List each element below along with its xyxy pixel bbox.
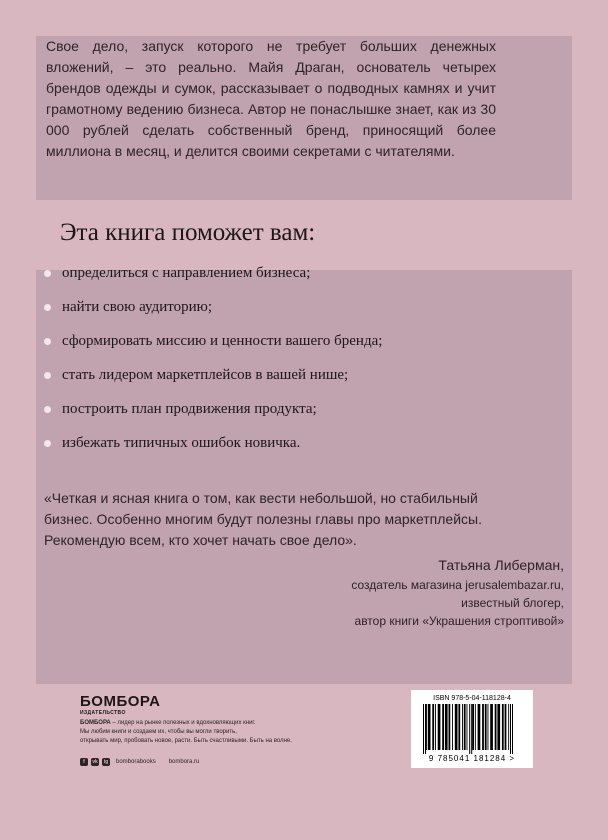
publisher-name: БОМБОРА: [80, 720, 111, 726]
publisher-description: [80, 719, 320, 746]
quote-author-role: создатель магазина jerusalembazar.ru,: [351, 578, 564, 592]
bullet-icon: [44, 372, 51, 379]
quote-author-role: автор книги «Украшения строптивой»: [354, 614, 564, 628]
barcode-bar: [445, 704, 448, 750]
barcode-bar: [488, 704, 489, 750]
publisher-description-line: открывать мир, пробовать новое, расти. Быть счастливыми. Быть на волне.: [80, 738, 292, 744]
list-item-text: найти свою аудиторию;: [62, 299, 213, 315]
barcode-bar: [505, 704, 507, 750]
annotation-text: Свое дело, запуск которого не требует больших денежных вложений, – это реально. Майя Драган, основатель четырех брендов одежды и сумок, рассказывает о подводных камнях и учит грамотному ведению бизнеса. Автор не понаслышке знает, как из 30 000 рублей сделать собственный бренд, приносящий более миллиона в месяц, и делится своими секретами с читателями.: [46, 38, 496, 159]
barcode-bar: [497, 704, 500, 750]
vk-icon: vk: [92, 759, 98, 765]
benefits-list: [44, 262, 514, 466]
facebook-icon: f: [80, 758, 88, 766]
list-item-text: стать лидером маркетплейсов в вашей нише;: [62, 367, 349, 383]
barcode-bar: [425, 704, 426, 754]
publisher-description-rest: – лидер на рынке полезных и вдохновляющих книг.: [110, 720, 256, 726]
barcode-bar: [464, 704, 466, 750]
barcode-bar: [471, 704, 472, 754]
barcode-bar: [485, 704, 487, 750]
social-handle: bomborabooks: [116, 759, 156, 765]
barcode-bar: [467, 704, 468, 750]
list-item-text: сформировать миссию и ценности вашего бренда;: [62, 333, 383, 349]
barcode-bar: [512, 704, 513, 754]
barcode-bar: [475, 704, 476, 750]
bullet-icon: [44, 406, 51, 413]
publisher-socials: [80, 757, 199, 767]
barcode-bar: [423, 704, 424, 754]
barcode-bar: [426, 704, 427, 750]
barcode-bar: [458, 704, 460, 750]
barcode: [421, 704, 523, 754]
publisher-description-line: Мы любим книги и создаем их, чтобы вы могли творить,: [80, 729, 237, 735]
isbn-label: ISBN 978-5-04-118128-4: [433, 695, 511, 702]
bullet-icon: [44, 270, 51, 277]
list-item-text: определиться с направлением бизнеса;: [62, 265, 311, 281]
list-item-text: избежать типичных ошибок новичка.: [62, 435, 301, 451]
list-item: [44, 398, 514, 432]
barcode-bar: [432, 704, 434, 750]
barcode-bar: [495, 704, 497, 750]
benefits-title: Эта книга поможет вам:: [60, 219, 316, 246]
publisher-logo: БОМБОРА: [80, 693, 161, 710]
list-item: [44, 432, 514, 466]
bullet-icon: [44, 304, 51, 311]
barcode-bar: [428, 704, 431, 750]
bullet-icon: [44, 440, 51, 447]
barcode-bar: [452, 704, 453, 750]
barcode-bar: [469, 704, 470, 754]
barcode-bar: [508, 704, 509, 750]
barcode-bar: [449, 704, 451, 750]
list-item: [44, 364, 514, 398]
publisher-website: bombora.ru: [168, 759, 200, 765]
instagram-icon: ig: [103, 759, 109, 765]
barcode-bar: [472, 704, 474, 750]
barcode-bar: [435, 704, 436, 750]
quote-author-block: [351, 554, 564, 630]
barcode-bar: [438, 704, 441, 750]
barcode-bar: [510, 704, 511, 754]
quote-author-name: Татьяна Либерман,: [438, 557, 564, 573]
barcode-bar: [462, 704, 463, 750]
list-item: [44, 330, 514, 364]
benefits-title-band: [0, 200, 572, 270]
barcode-bar: [442, 704, 444, 750]
list-item-text: построить план продвижения продукта;: [62, 401, 317, 417]
barcode-bar: [490, 704, 493, 750]
barcode-bar: [502, 704, 504, 750]
barcode-digits: 9 785041 181284 >: [428, 754, 516, 763]
list-item: [44, 262, 514, 296]
barcode-bar: [478, 704, 481, 750]
publisher-description-line: [80, 719, 320, 728]
bullet-icon: [44, 338, 51, 345]
isbn-barcode-box: [411, 690, 533, 768]
publisher-logo-subtitle: ИЗДАТЕЛЬСТВО: [80, 710, 126, 716]
list-item: [44, 296, 514, 330]
quote-author-role: известный блогер,: [461, 596, 564, 610]
review-quote: «Четкая и ясная книга о том, как вести небольшой, но стабильный бизнес. Особенно многим будут полезны главы про маркетплейсы. Рекомендую всем, кто хочет начать свое дело».: [44, 490, 482, 548]
barcode-bar: [482, 704, 484, 750]
barcode-bar: [455, 704, 458, 750]
